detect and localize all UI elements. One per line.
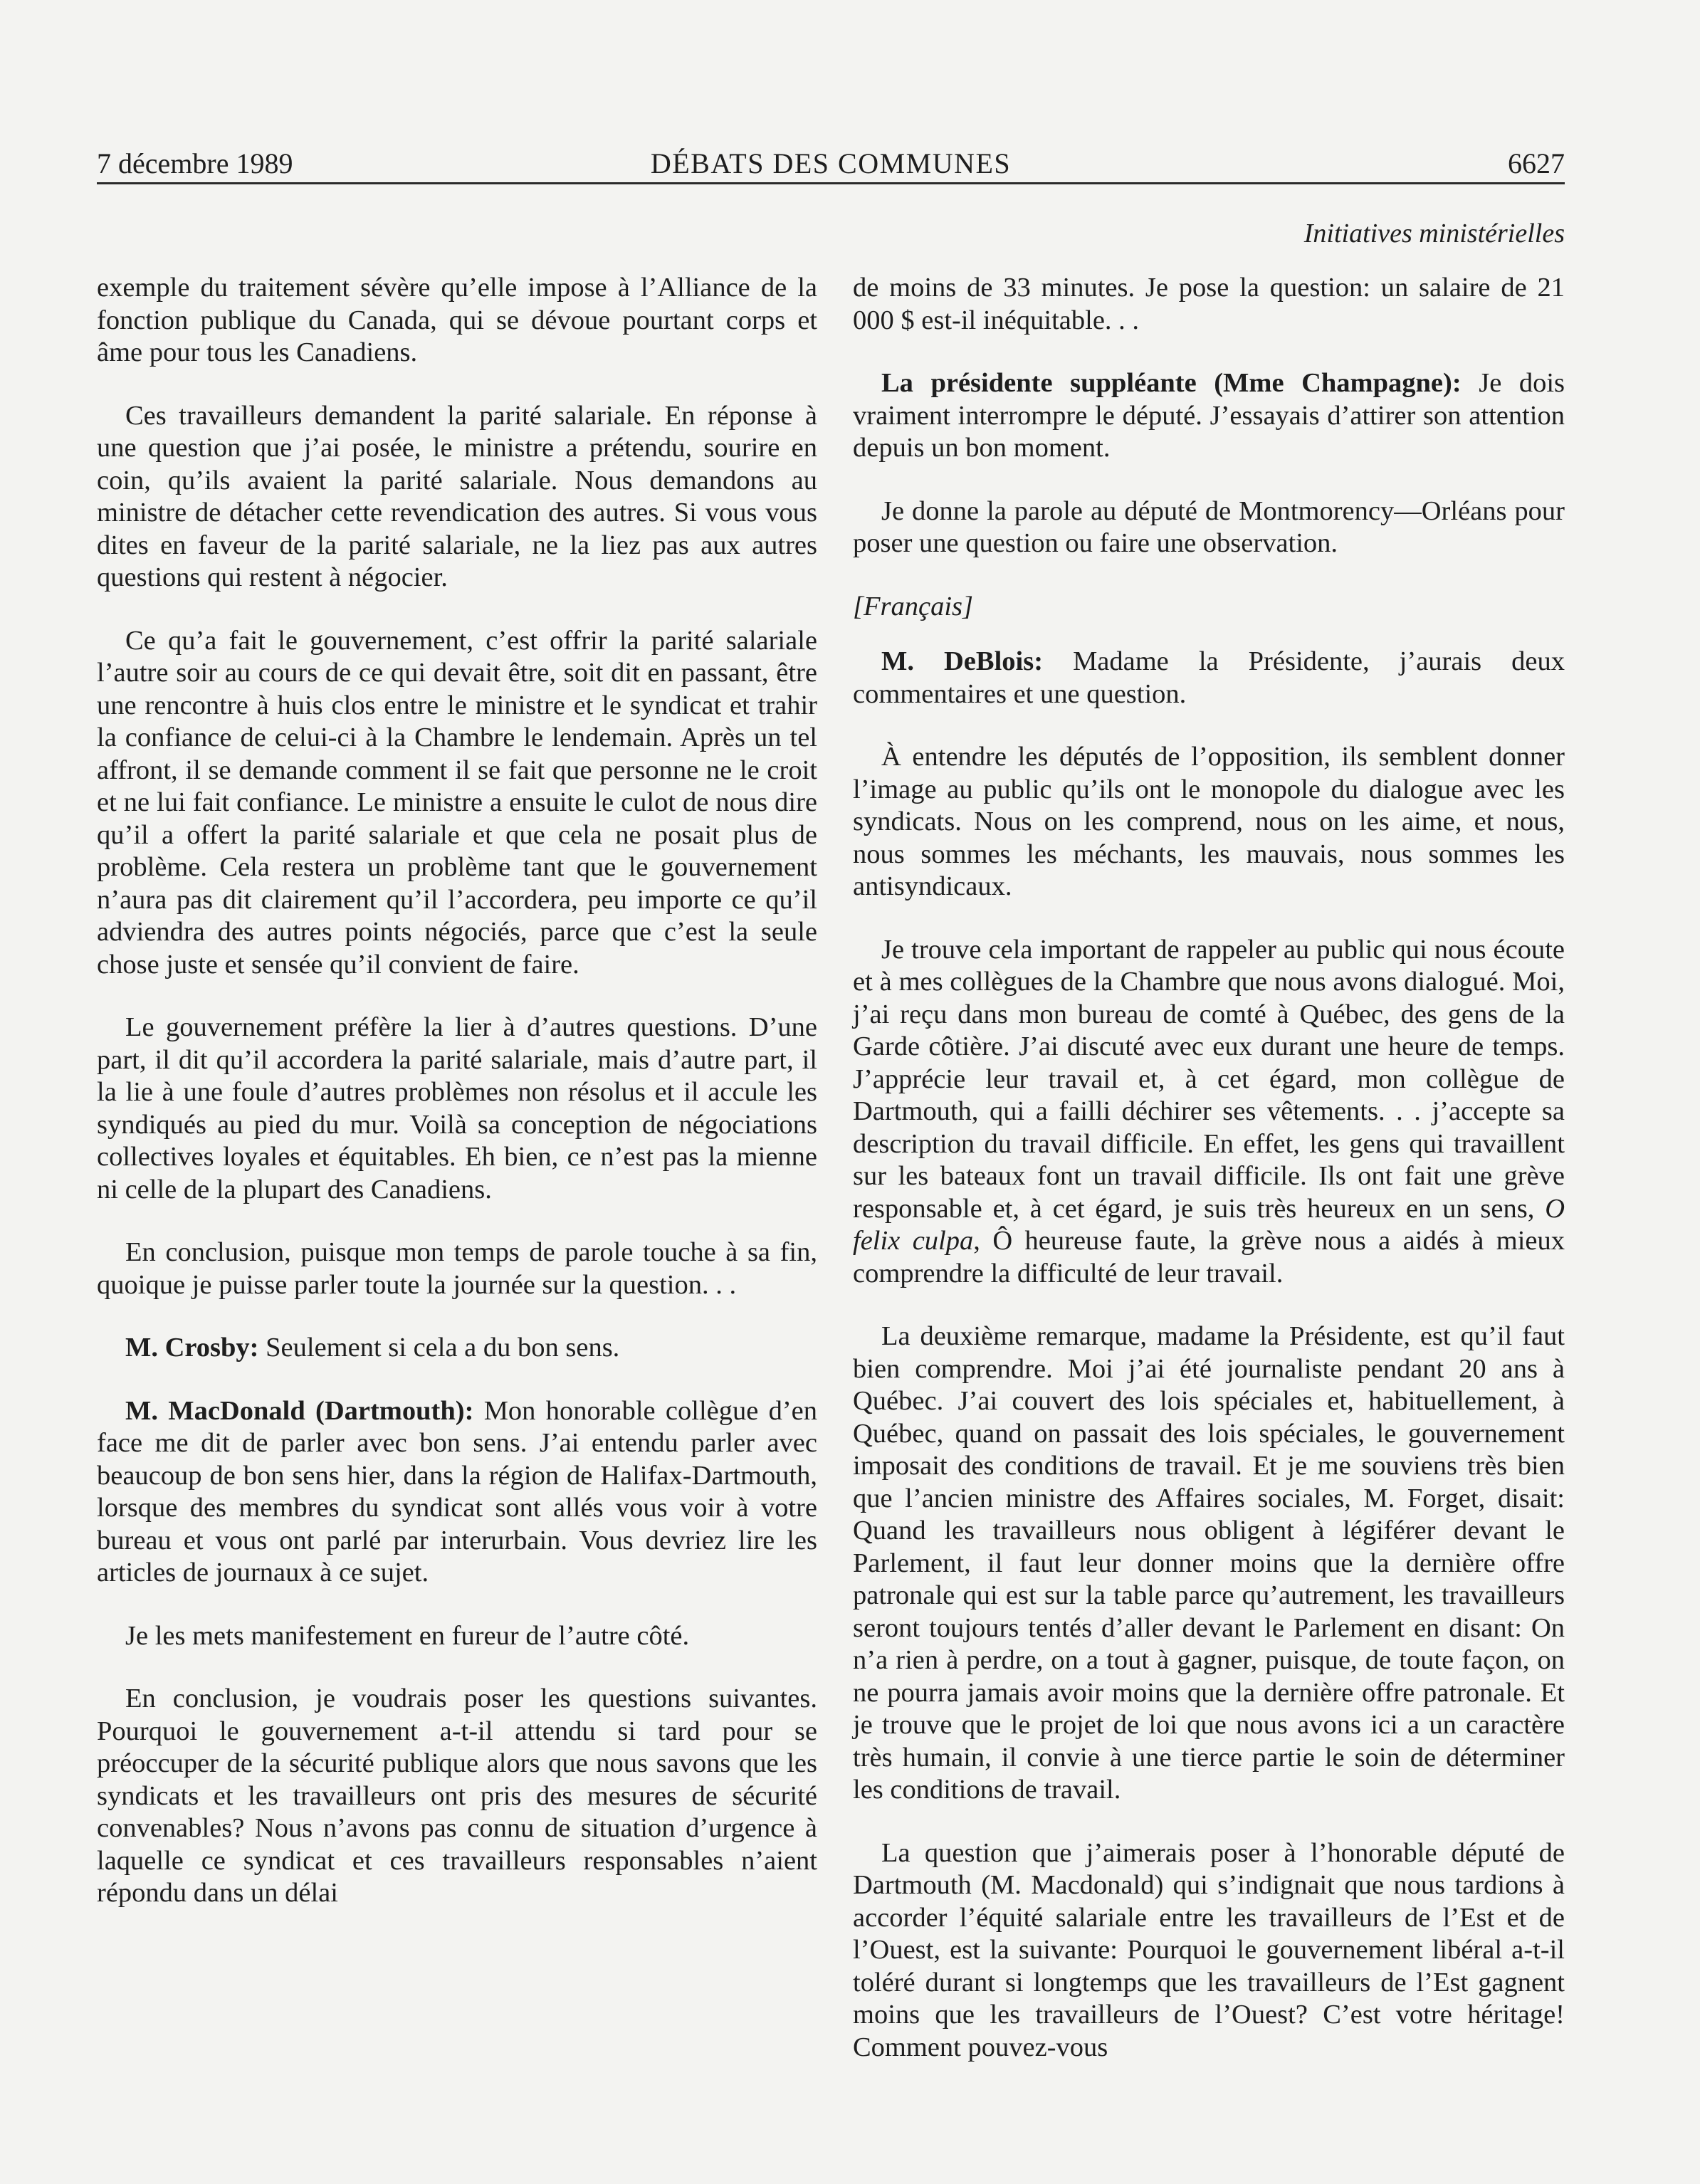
paragraph: Le gouvernement préfère la lier à d’autres questions. D’une part, il dit qu’il accordera la parité salariale, mais d’autre part, il la lie à une foule d’autres problèmes non résolus et il accule les syndiqués au pied du mur. Voilà sa conception de négociations collectives loyales et équitables. Eh bien, ce n’est pas la mienne ni celle de la plupart des Canadiens. <box>97 1012 817 1204</box>
paragraph: En conclusion, puisque mon temps de parole touche à sa fin, quoique je puisse parler toute la journée sur la question. . . <box>97 1237 817 1300</box>
paragraph: Ces travailleurs demandent la parité salariale. En réponse à une question que j’ai posée, le ministre a prétendu, sourire en coin, qu’ils avaient la parité salariale. Nous demandons au ministre de détacher cette revendication des autres. Si vous vous dites en faveur de la parité salariale, ne la liez pas aux autres questions qui restent à négocier. <box>97 400 817 592</box>
header-page-number: 6627 <box>1508 147 1565 179</box>
paragraph: Je les mets manifestement en fureur de l’autre côté. <box>125 1620 690 1651</box>
paragraph: de moins de 33 minutes. Je pose la question: un salaire de 21 000 $ est-il inéquitable. . . <box>853 273 1565 335</box>
speaker-name: M. Crosby: <box>125 1333 259 1363</box>
header-date: 7 décembre 1989 <box>97 147 293 179</box>
speech-text: Je dois vraiment interrompre le député. J’essayais d’attirer son attention depuis un bon moment. <box>853 368 1565 463</box>
speaker-name: M. DeBlois: <box>881 646 1044 676</box>
right-column <box>853 272 1565 2094</box>
speaker-name: M. MacDonald (Dartmouth): <box>125 1395 474 1426</box>
speech-deblois <box>853 646 1565 710</box>
paragraph: La deuxième remarque, madame la Présidente, est qu’il faut bien comprendre. Moi j’ai été journaliste pendant 20 ans à Québec. J’ai couvert des lois spéciales et, habituellement, à Québec, quand on passait des lois spéciales, le gouvernement imposait des conditions de travail. Et je me souviens très bien que l’ancien ministre des Affaires sociales, M. Forget, disait: Quand les travailleurs nous obligent à légiférer devant le Parlement, il faut leur donner moins que la dernière offre patronale qui est sur la table parce qu’autrement, les travailleurs seront toujours tentés d’aller devant le Parlement en disant: On n’a rien à perdre, on a tout à gagner, puisque, de toute façon, on ne pourra jamais avoir moins que la dernière offre patronale. Et je trouve que le projet de loi que nous avons ici a un caractère très humain, il convie à une tierce partie le soin de déterminer les conditions de travail. <box>853 1321 1565 1805</box>
speech-macdonald <box>97 1395 817 1590</box>
header-title: DÉBATS DES COMMUNES <box>650 147 1012 179</box>
speech-crosby <box>97 1332 817 1365</box>
paragraph: Ce qu’a fait le gouvernement, c’est offrir la parité salariale l’autre soir au cours de ce qui devait être, soit dit en passant, être une rencontre à huis clos entre le ministre et le syndicat et trahir la confiance de celui-ci à la Chambre le lendemain. Après un tel affront, il se demande comment il se fait que personne ne le croit et ne lui fait confiance. Le ministre a ensuite le culot de nous dire qu’il a offert la parité salariale et que cela ne posait plus de problème. Cela restera un problème tant que le gouvernement n’aura pas dit clairement qu’il l’accordera, peu importe ce qu’il adviendra des autres points négociés, parce que c’est la seule chose juste et sensée qu’il convient de faire. <box>97 625 817 980</box>
paragraph <box>853 934 1565 1291</box>
paragraph: La question que j’aimerais poser à l’honorable député de Dartmouth (M. Macdonald) qui s’indignait que nous tardions à accorder l’équité salariale entre les travailleurs de l’Est et de l’Ouest, est la suivante: Pourquoi le gouvernement libéral a-t-il toléré durant si longtemps que les travailleurs de l’Est gagnent moins que les travailleurs de l’Ouest? C’est votre héritage! Comment pouvez-vous <box>853 1837 1565 2062</box>
left-column <box>97 272 817 1941</box>
speech-chair <box>853 367 1565 465</box>
paragraph: exemple du traitement sévère qu’elle impose à l’Alliance de la fonction publique du Canada, qui se dévoue pourtant corps et âme pour tous les Canadiens. <box>97 273 817 367</box>
speech-text: Madame la Présidente, j’aurais deux commentaires et une question. <box>853 646 1565 709</box>
paragraph: Je donne la parole au député de Montmorency—Orléans pour poser une question ou faire une observation. <box>853 495 1565 558</box>
text-run: , Ô heureuse faute, la grève nous a aidés à mieux comprendre la difficulté de leur travail. <box>853 1226 1565 1288</box>
paragraph: À entendre les députés de l’opposition, ils semblent donner l’image au public qu’ils ont le monopole du dialogue avec les syndicats. Nous on les comprend, nous on les aime, et nous, nous sommes les méchants, les mauvais, nous sommes les antisyndicaux. <box>853 742 1565 901</box>
language-tag: [Français] <box>853 591 973 621</box>
latin-phrase: O felix culpa <box>853 1193 1565 1256</box>
paragraph: En conclusion, je voudrais poser les questions suivantes. Pourquoi le gouvernement a-t-il attendu si tard pour se préoccuper de la sécurité publique alors que nous savons que les syndicats et les travailleurs ont pris des mesures de sécurité convenables? Nous n’avons pas connu de situation d’urgence à laquelle ce syndicat et ces travailleurs responsables n’aient répondu dans un délai <box>97 1684 817 1908</box>
speech-text: Mon honorable collègue d’en face me dit de parler avec bon sens. J’ai entendu parler avec beaucoup de bon sens hier, dans la région de Halifax-Dartmouth, lorsque des membres du syndicat sont allés vous voir à votre bureau et vous ont parlé par interurbain. Vous devriez lire les articles de journaux à ce sujet. <box>97 1395 818 1587</box>
header-rule <box>97 182 1565 184</box>
section-title: Initiatives ministérielles <box>1303 219 1565 248</box>
speech-text: Seulement si cela a du bon sens. <box>266 1333 620 1363</box>
text-run: Je trouve cela important de rappeler au public qui nous écoute et à mes collègues de la Chambre que nous avons dialogué. Moi, j’ai reçu dans mon bureau de comté à Québec, des gens de la Garde côtière. J’ai discuté avec eux durant une heure de temps. J’apprécie leur travail et, à cet égard, mon collègue de Dartmouth, qui a failli déchirer ses vêtements. . . j’accepte sa description du travail difficile. En effet, les gens qui travaillent sur les bateaux font un travail difficile. Ils ont fait une grève responsable et, à cet égard, je suis très heureux en un sens, <box>853 934 1565 1224</box>
speaker-name: La présidente suppléante (Mme Champagne): <box>881 368 1462 398</box>
page-header <box>97 141 1565 187</box>
